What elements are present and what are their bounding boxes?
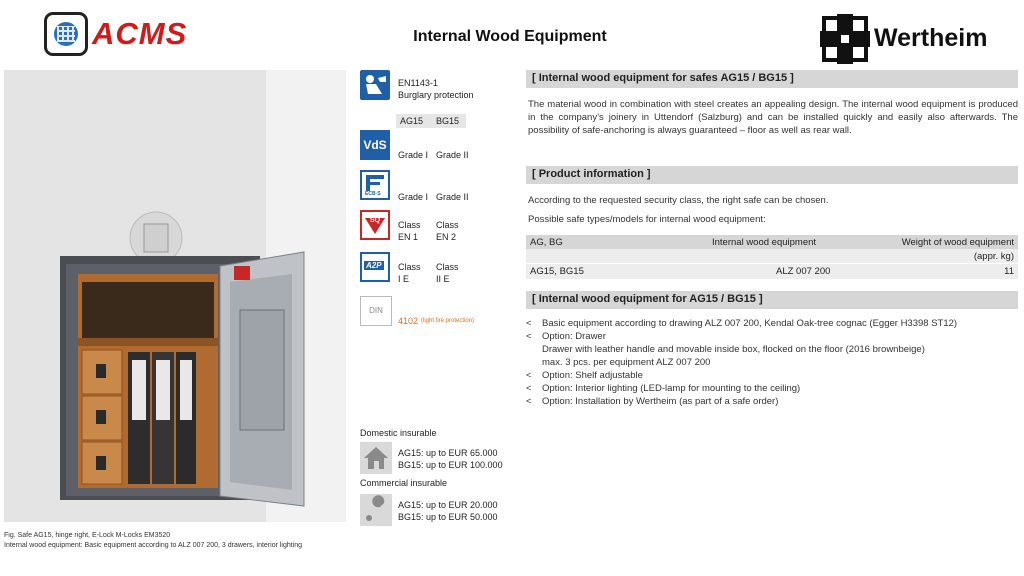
section-header-product-info [526,166,1018,184]
sq-icon-text: SQ [370,217,381,224]
bullet-text: Basic equipment according to drawing ALZ 007 200, Kendal Oak-tree cognac (Egger H3398 ST12) [542,318,958,329]
photo-caption-2: Internal wood equipment: Basic equipment according to ALZ 007 200, 3 drawers, interior lighting [4,542,303,549]
table-cell-weight: 11 [1004,266,1014,277]
bullet-marker: < [526,331,532,342]
wertheim-cross-icon [820,14,870,64]
list-item [526,318,958,329]
din-note: (light fire protection) [421,318,475,324]
table-cell-model: AG15, BG15 [530,266,584,277]
din-value: 4102 [398,316,419,326]
burglary-protection-icon [360,70,390,100]
table-header-weight: Weight of wood equipment [901,237,1014,248]
bullet-text: Option: Interior lighting (LED-lamp for mounting to the ceiling) [542,383,801,394]
list-item [526,383,801,394]
commercial-ag15: AG15: up to EUR 20.000 [398,500,498,510]
section-header-wood-equipment [526,70,1018,88]
column-header-bg15: BG15 [436,116,460,126]
product-info-line-2: Possible safe types/models for internal wood equipment: [528,214,766,225]
a2p-class-bg-2: II E [436,274,450,284]
product-info-line-1: According to the requested security class, the right safe can be chosen. [528,195,829,206]
house-icon [360,442,392,474]
vds-icon: VdS [360,130,390,160]
wrench-icon [360,494,392,526]
bullet-text: Option: Shelf adjustable [542,370,643,381]
section-header-ag15-bg15 [526,291,1018,309]
bullet-text: Option: Installation by Wertheim (as part of a safe order) [542,396,779,407]
a2p-icon [360,252,390,282]
sq-icon [360,210,390,240]
vds-grade-ag: Grade I [398,150,429,160]
safe-product-photo [4,70,346,522]
page-title: Internal Wood Equipment [413,28,607,45]
table-header-sub-row [526,249,1018,263]
wertheim-logo-text: Wertheim [874,24,988,52]
safe-illustration [4,70,346,522]
domestic-insurable-label: Domestic insurable [360,428,437,438]
bullet-marker: < [526,396,532,407]
burglary-protection-label: Burglary protection [398,90,474,100]
wertheim-logo [820,14,990,64]
commercial-insurable-label: Commercial insurable [360,478,448,488]
acms-logo [44,12,190,60]
sq-class-bg-1: Class [436,220,459,230]
domestic-bg15: BG15: up to EUR 100.000 [398,460,503,470]
a2p-class-ag-1: Class [398,262,421,272]
din-icon: DIN [360,296,392,326]
a2p-icon-text: A2P [366,261,382,270]
sq-class-ag-2: EN 1 [398,232,419,242]
en1143-label: EN1143-1 [398,78,438,88]
bullet-marker: < [526,370,532,381]
bullet-text: Drawer with leather handle and movable inside box, flocked on the floor (2016 brownbeige) [542,344,925,355]
acms-logo-text: ACMS [92,16,188,51]
ecbs-icon [360,170,390,200]
table-row [526,263,1018,279]
list-item [526,370,643,381]
section-title-ag15-bg15: [ Internal wood equipment for AG15 / BG15 ] [532,293,763,305]
section-title-wood-equipment: [ Internal wood equipment for safes AG15 / BG15 ] [532,72,794,84]
photo-caption-1: Fig. Safe AG15, hinge right, E-Lock M-Locks EM3520 [4,532,171,539]
table-cell-equipment: ALZ 007 200 [776,266,831,277]
domestic-ag15: AG15: up to EUR 65.000 [398,448,498,458]
ecbs-icon-text: ECB·S [365,191,381,197]
list-item [526,396,779,407]
section-title-product-info: [ Product information ] [532,168,651,180]
sq-class-ag-1: Class [398,220,421,230]
a2p-class-bg-1: Class [436,262,459,272]
bullet-marker: < [526,383,532,394]
ecbs-grade-bg: Grade II [436,192,469,202]
table-header-weight-unit: (appr. kg) [973,251,1014,262]
vds-grade-bg: Grade II [436,150,469,160]
ecbs-grade-ag: Grade I [398,192,429,202]
sq-class-bg-2: EN 2 [436,232,457,242]
bullet-text: Option: Drawer [542,331,606,342]
acms-globe-icon [44,12,88,56]
bullet-marker: < [526,318,532,329]
table-header-model: AG, BG [530,237,563,248]
table-header-equipment: Internal wood equipment [712,237,817,248]
intro-paragraph: The material wood in combination with steel creates an appealing design. The internal wood equipment is produced in the company’s joinery in Uttendorf (Salzburg) and can be installed quickly and easily also afterwards. The possibility of safe-anchoring is always guaranteed – floor as well as rear wall. [528,99,1018,136]
column-header-ag15: AG15 [400,116,424,126]
bullet-text: max. 3 pcs. per equipment ALZ 007 200 [542,357,711,368]
list-item [526,331,606,342]
commercial-bg15: BG15: up to EUR 50.000 [398,512,498,522]
feature-list [526,318,1018,418]
a2p-class-ag-2: I E [398,274,410,284]
